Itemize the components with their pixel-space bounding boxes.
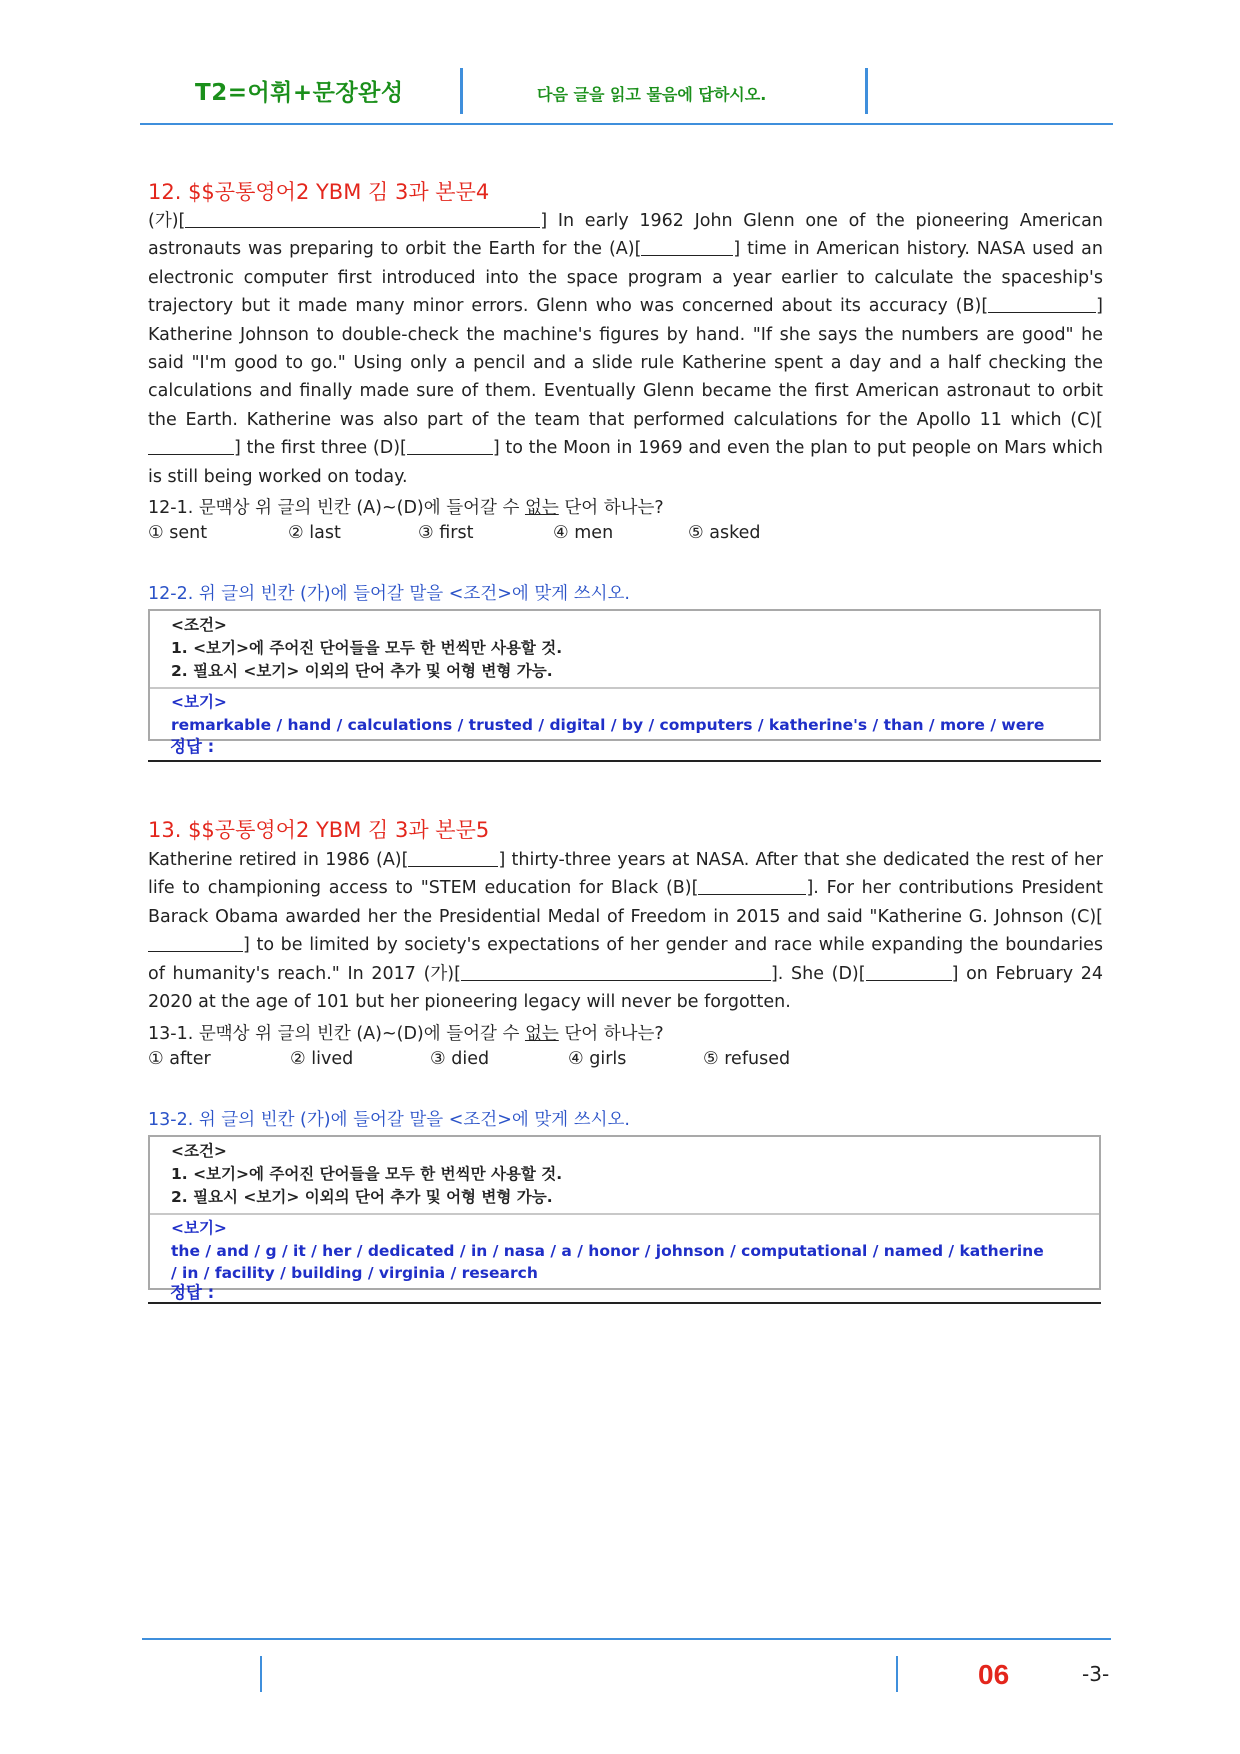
bogi-words: remarkable / hand / calculations / trusted / digital / by / computers / katherine's / than / more / were bbox=[171, 715, 1045, 734]
question-13-1-prompt: 13-1. 문맥상 위 글의 빈칸 (A)~(D)에 들어갈 수 없는 단어 하나는? bbox=[148, 1024, 664, 1044]
question-13-title: 13. $$공통영어2 YBM 김 3과 본문5 bbox=[148, 818, 490, 842]
question-13-1-choices bbox=[148, 1049, 948, 1073]
condition-heading: <조건> bbox=[171, 616, 227, 634]
blank-b[interactable] bbox=[988, 294, 1096, 313]
condition-2: 2. 필요시 <보기> 이외의 단어 추가 및 어형 변형 가능. bbox=[171, 662, 553, 680]
condition-1: 1. <보기>에 주어진 단어들을 모두 한 번씩만 사용할 것. bbox=[171, 1165, 563, 1183]
bogi-heading: <보기> bbox=[171, 693, 227, 711]
choice-1[interactable]: ① sent bbox=[148, 523, 208, 543]
header-divider bbox=[460, 68, 463, 114]
bogi-heading: <보기> bbox=[171, 1219, 227, 1237]
page-sub-number: -3- bbox=[1082, 1662, 1110, 1686]
choice-3[interactable]: ③ first bbox=[418, 523, 474, 543]
choice-4[interactable]: ④ men bbox=[553, 523, 614, 543]
blank-ga[interactable] bbox=[461, 962, 771, 981]
page-number: 06 bbox=[978, 1659, 1010, 1690]
blank-a[interactable] bbox=[641, 237, 733, 256]
question-13-passage: Katherine retired in 1986 (A)[ ] thirty-three years at NASA. After that she dedicated the rest of her life to championing access to "STEM education for Black (B)[ ]. For her contributions President Barack Obama awarded her the Presidential Medal of Freedom in 2015 and said "Katherine G. Johnson (C)[] to be limited by society's expectations of her gender and race while expanding the boundaries of humanity's reach." In 2017 (가)[ ]. She (D)[ ] on February 24 2020 at the age of 101 but her pioneering legacy will never be forgotten. bbox=[148, 850, 1103, 1013]
choice-2[interactable]: ② lived bbox=[290, 1049, 354, 1069]
choice-2[interactable]: ② last bbox=[288, 523, 341, 543]
choice-3[interactable]: ③ died bbox=[430, 1049, 490, 1069]
bogi-words-continued: / in / facility / building / virginia / research bbox=[171, 1264, 538, 1282]
answer-label: 정답 : bbox=[170, 1283, 215, 1302]
footer-rule bbox=[142, 1638, 1111, 1640]
condition-1: 1. <보기>에 주어진 단어들을 모두 한 번씩만 사용할 것. bbox=[171, 639, 563, 657]
worksheet-instruction: 다음 글을 읽고 물음에 답하시오. bbox=[537, 85, 767, 104]
question-13-2-prompt: 13-2. 위 글의 빈칸 (가)에 들어갈 말을 <조건>에 맞게 쓰시오. bbox=[148, 1110, 630, 1130]
question-12-passage: (가)[ ] In early 1962 John Glenn one of the pioneering American astronauts was preparing to orbit the Earth for the (A)[ ] time in American history. NASA used an electronic computer first introduced into the space program a year earlier to calculate the spaceship's trajectory but it made many minor errors. Glenn who was concerned about its accuracy (B)[ ] Katherine Johnson to double-check the machine's figures by hand. "If she says the numbers are good" he said "I'm good to go." Using only a pencil and a slide rule Katherine spent a day and a half checking the calculations and finally made sure of them. Eventually Glenn became the first American astronaut to orbit the Earth. Katherine was also part of the team that performed calculations for the Apollo 11 which (C)[] the first three (D)[ ] to the Moon in 1969 and even the plan to put people on Mars which is still being worked on today. bbox=[148, 211, 1104, 487]
question-12-2-condition-box bbox=[148, 609, 1101, 741]
blank-d[interactable] bbox=[407, 436, 493, 455]
blank-c[interactable] bbox=[148, 436, 234, 455]
condition-2: 2. 필요시 <보기> 이외의 단어 추가 및 어형 변형 가능. bbox=[171, 1188, 553, 1206]
answer-label: 정답 : bbox=[170, 737, 215, 756]
choice-5[interactable]: ⑤ refused bbox=[703, 1049, 791, 1069]
worksheet-title: T2=어휘+문장완성 bbox=[195, 80, 404, 106]
footer-divider bbox=[260, 1656, 262, 1692]
choice-5[interactable]: ⑤ asked bbox=[688, 523, 761, 543]
blank-d[interactable] bbox=[866, 962, 952, 981]
question-12-1-choices bbox=[148, 523, 948, 547]
answer-line[interactable] bbox=[148, 1302, 1101, 1304]
condition-heading: <조건> bbox=[171, 1142, 227, 1160]
header-rule bbox=[140, 123, 1113, 125]
footer-divider bbox=[896, 1656, 898, 1692]
choice-1[interactable]: ① after bbox=[148, 1049, 211, 1069]
question-12-title: 12. $$공통영어2 YBM 김 3과 본문4 bbox=[148, 180, 490, 204]
question-12-1-prompt: 12-1. 문맥상 위 글의 빈칸 (A)~(D)에 들어갈 수 없는 단어 하나는? bbox=[148, 498, 664, 518]
choice-4[interactable]: ④ girls bbox=[568, 1049, 627, 1069]
question-12-2-prompt: 12-2. 위 글의 빈칸 (가)에 들어갈 말을 <조건>에 맞게 쓰시오. bbox=[148, 584, 630, 604]
bogi-words: the / and / g / it / her / dedicated / in / nasa / a / honor / johnson / computational / named / katherine bbox=[171, 1241, 1044, 1260]
blank-a[interactable] bbox=[408, 848, 498, 867]
blank-b[interactable] bbox=[698, 876, 806, 895]
blank-ga[interactable] bbox=[185, 209, 540, 228]
answer-line[interactable] bbox=[148, 760, 1101, 762]
question-13-2-condition-box bbox=[148, 1135, 1101, 1290]
header-divider bbox=[865, 68, 868, 114]
blank-c[interactable] bbox=[148, 933, 243, 952]
